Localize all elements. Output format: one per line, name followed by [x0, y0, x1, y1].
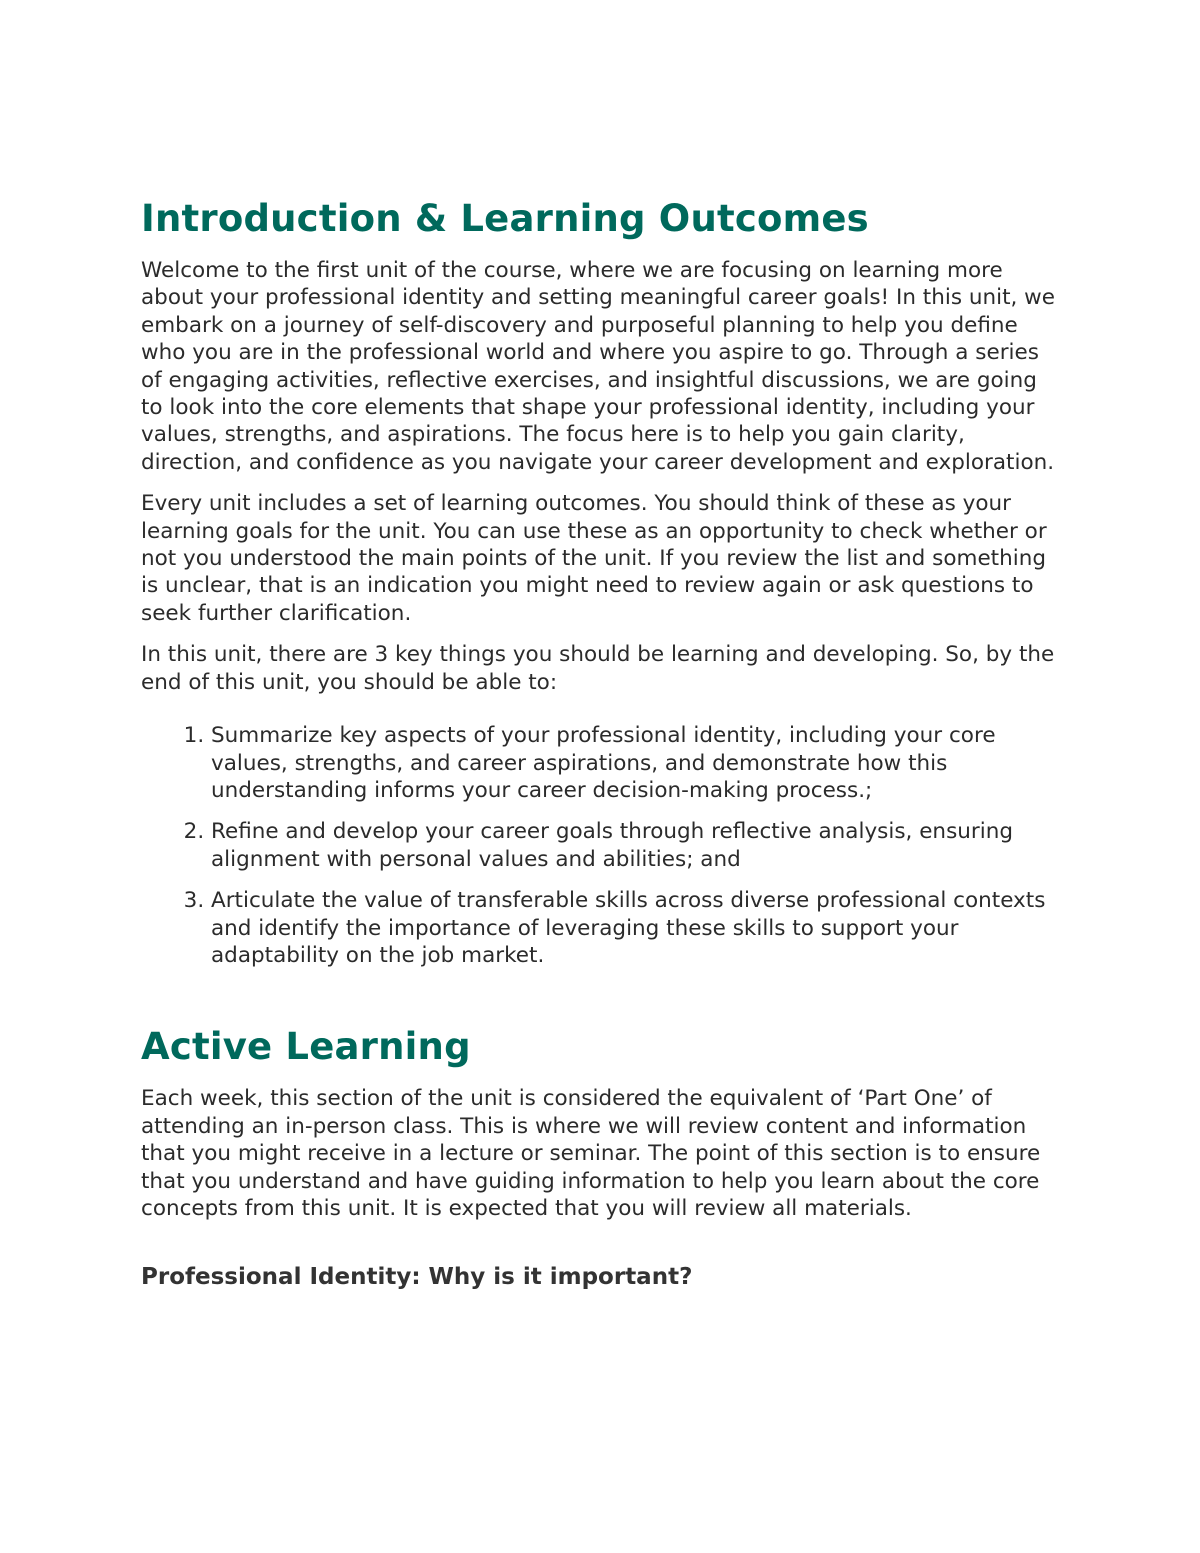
learning-outcome-item: 1. Summarize key aspects of your professional identity, including your core values, strengths, and career aspirations, and demonstrate how this understanding informs your career decision-making process.; — [211, 722, 1061, 804]
intro-paragraph-3: In this unit, there are 3 key things you should be learning and developing. So, by the end of this unit, you should be able to: — [141, 642, 1055, 695]
professional-identity-subheading: Professional Identity: Why is it important? — [141, 1264, 693, 1291]
intro-paragraph-2: Every unit includes a set of learning outcomes. You should think of these as your learning goals for the unit. You can use these as an opportunity to check whether or not you understood the main points of the unit. If you review the list and something is unclear, that is an indication you might need to review again or ask questions to seek further clarification. — [141, 491, 1047, 626]
intro-paragraph-1: Welcome to the first unit of the course, where we are focusing on learning more about your professional identity and setting meaningful career goals! In this unit, we embark on a journey of self-discovery and purposeful planning to help you define who you are in the professional world and where you aspire to go. Through a series of engaging activities, reflective exercises, and insightful discussions, we are going to look into the core elements that shape your professional identity, including your values, strengths, and aspirations. The focus here is to help you gain clarity, direction, and confidence as you navigate your career development and exploration. — [141, 258, 1055, 475]
active-learning-paragraph: Each week, this section of the unit is considered the equivalent of ‘Part One’ of attending an in-person class. This is where we will review content and information that you might receive in a lecture or seminar. The point of this section is to ensure that you understand and have guiding information to help you learn about the core concepts from this unit. It is expected that you will review all materials. — [141, 1086, 1041, 1221]
learning-outcome-item: 3. Articulate the value of transferable skills across diverse professional contexts and identify the importance of leveraging these skills to support your adaptability on the job market. — [211, 887, 1061, 969]
document-page — [141, 195, 1061, 1292]
learning-outcome-item: 2. Refine and develop your career goals through reflective analysis, ensuring alignment with personal values and abilities; and — [211, 818, 1061, 873]
learning-outcomes-list — [141, 722, 1061, 969]
intro-heading: Introduction & Learning Outcomes — [141, 197, 869, 240]
active-learning-heading: Active Learning — [141, 1025, 471, 1069]
